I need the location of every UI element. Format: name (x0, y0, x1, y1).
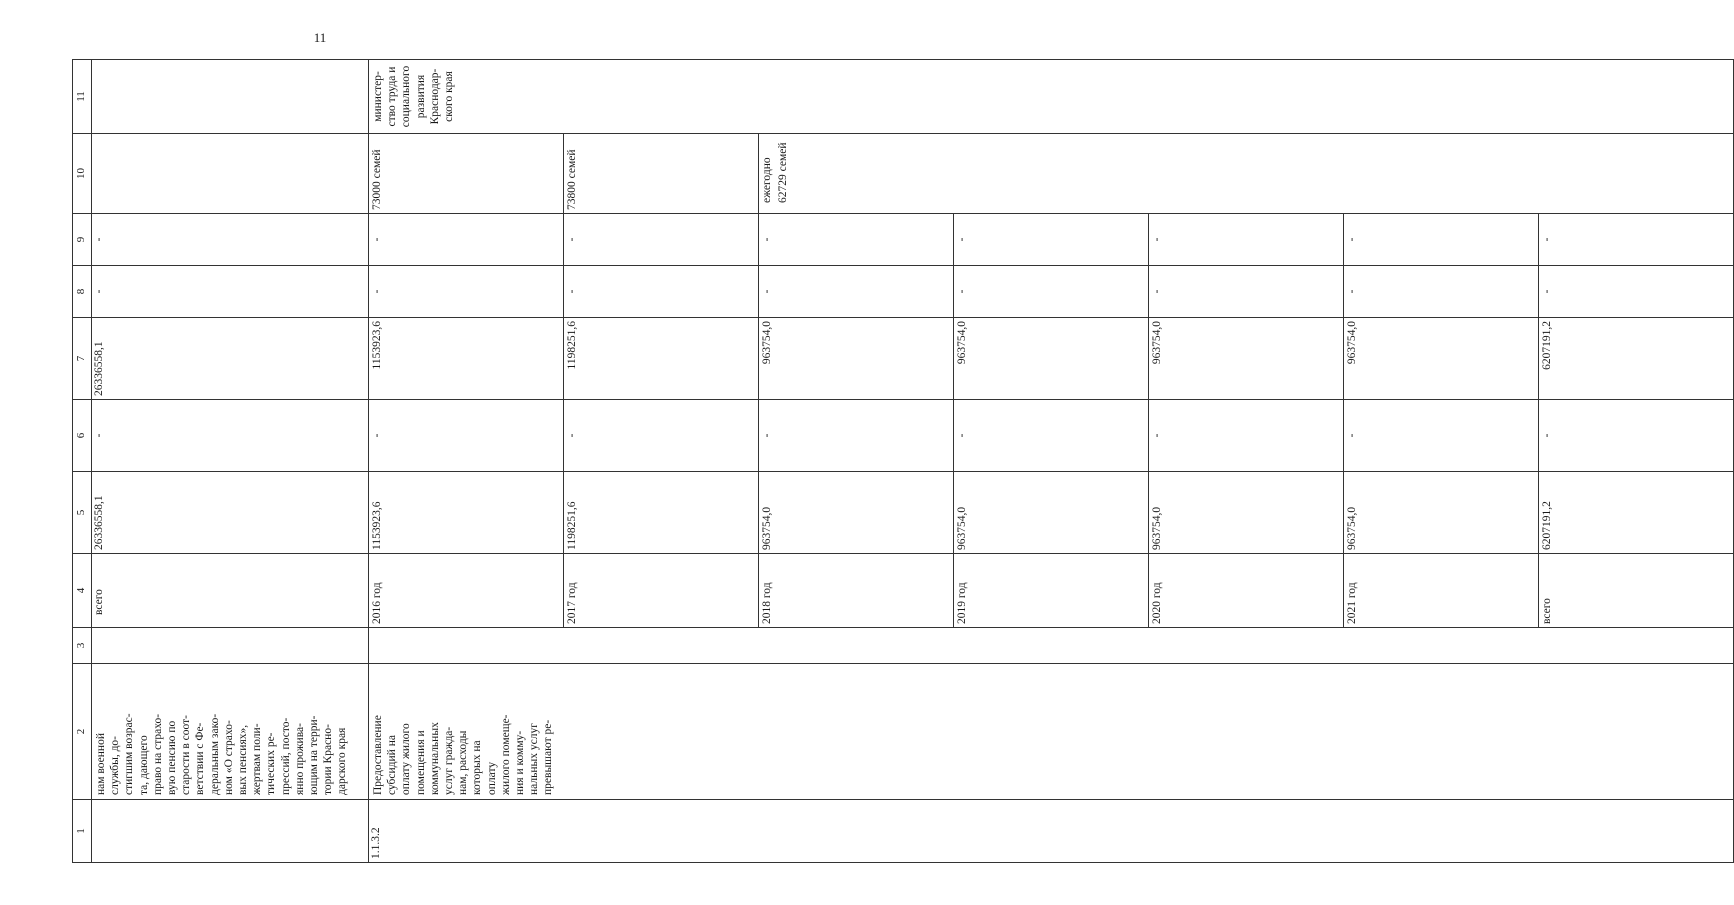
text-line: стигшим возрас- (123, 713, 136, 795)
text-line: коммунальных (428, 722, 441, 795)
value: - (1541, 289, 1553, 294)
text-line: тических ре- (265, 732, 278, 795)
col-header: 8 (73, 266, 92, 318)
value: 963754,0 (1344, 472, 1539, 553)
page-number: 11 (313, 30, 327, 45)
federal-cell: - (92, 400, 369, 472)
program-table (72, 59, 1734, 863)
regional-values (369, 318, 1733, 399)
text-line: жилого помеще- (499, 714, 512, 795)
text-line: жертвам поли- (251, 723, 264, 795)
value: - (759, 214, 954, 265)
empty-cell (92, 628, 369, 664)
other-values (369, 214, 1733, 265)
local-cell (369, 266, 1734, 318)
rotated-table-container (72, 60, 1553, 863)
value: 1153923,6 (369, 472, 564, 553)
text-line: министер- (372, 71, 384, 122)
text-line: тории Красно- (322, 724, 335, 795)
period-cell (369, 554, 1734, 628)
text-line: вую пенсию по (166, 720, 179, 795)
col-header: 1 (73, 800, 92, 863)
col-header: 9 (73, 214, 92, 266)
text-line: оплату (485, 761, 498, 795)
result-cell (92, 134, 369, 214)
text-line: нам, расходы (457, 730, 470, 795)
value: - (564, 266, 759, 317)
value: 1153923,6 (369, 318, 564, 399)
description-cell (369, 664, 1734, 800)
other-cell: - (92, 214, 369, 266)
value: 963754,0 (1149, 472, 1344, 553)
col-header: 7 (73, 318, 92, 400)
description-cell (92, 664, 369, 800)
value: 963754,0 (759, 472, 954, 553)
text-line: дарского края (336, 727, 349, 795)
year-label: 2016 год (369, 554, 564, 627)
text-line: ния и комму- (514, 730, 527, 795)
value: - (1541, 433, 1553, 438)
table-header-row (73, 60, 92, 863)
value: - (369, 214, 564, 265)
executor-cell (92, 60, 369, 134)
value: 963754,0 (954, 318, 1149, 399)
value: - (1541, 237, 1553, 242)
value: - (1344, 214, 1539, 265)
result-value: 73000 семей (369, 134, 564, 213)
value: 1198251,6 (564, 318, 759, 399)
value: - (564, 400, 759, 471)
total-values (369, 472, 1733, 553)
value: - (954, 266, 1149, 317)
local-cell: - (92, 266, 369, 318)
text-line: субсидий на (386, 735, 399, 795)
value: - (1149, 214, 1344, 265)
result-value: 73800 семей (564, 134, 759, 213)
text-line: услуг гражда- (443, 726, 456, 795)
value: 1198251,6 (564, 472, 759, 553)
value: 963754,0 (1149, 318, 1344, 399)
text-line: ном «О страхо- (222, 720, 235, 795)
value: 963754,0 (759, 318, 954, 399)
year-label: 2019 год (954, 554, 1149, 627)
other-cell (369, 214, 1734, 266)
text-line: нальных услуг (528, 723, 541, 795)
row-number-cell (92, 800, 369, 863)
col-header: 6 (73, 400, 92, 472)
text-line: нам военной (95, 733, 107, 795)
value: - (954, 214, 1149, 265)
text-line: ство труда и (386, 66, 399, 127)
text-line: которых на (471, 740, 484, 795)
table-row-continuation (92, 60, 369, 863)
value: - (1344, 266, 1539, 317)
year-label: 2020 год (1149, 554, 1344, 627)
value: - (1149, 266, 1344, 317)
value: - (564, 214, 759, 265)
value: - (369, 266, 564, 317)
col-header: 5 (73, 472, 92, 554)
text-line: право на страхо- (151, 713, 164, 795)
text-line: старости в соот- (180, 715, 193, 795)
federal-cell (369, 400, 1734, 472)
text-line: социального (400, 65, 413, 128)
value: 963754,0 (1344, 318, 1539, 399)
text-line: развития (414, 74, 427, 119)
table-row-1132 (369, 60, 1734, 863)
text-line: янно прожива- (293, 723, 306, 795)
executor-cell (369, 60, 1734, 134)
text-line: деральным зако- (208, 713, 221, 795)
text-line: Краснодар- (428, 68, 441, 125)
row-number-cell: 1.1.3.2 (369, 800, 1734, 863)
col-header: 11 (73, 60, 92, 134)
regional-cell: 26336558,1 (92, 318, 369, 400)
result-value: ежегодно 62729 семей (761, 142, 789, 203)
year-label: 2021 год (1344, 554, 1539, 627)
text-line: вых пенсиях», (237, 724, 250, 795)
regional-cell (369, 318, 1734, 400)
value: 963754,0 (954, 472, 1149, 553)
value: - (1344, 400, 1539, 471)
period-cell: всего (92, 554, 369, 628)
text-line: оплату жилого (400, 723, 413, 795)
col-header: 3 (73, 628, 92, 664)
total-cell (369, 472, 1734, 554)
text-line: превышают ре- (542, 719, 555, 795)
value: 6207191,2 (1541, 321, 1553, 370)
local-values (369, 266, 1733, 317)
result-cell (369, 134, 1734, 214)
empty-cell (369, 628, 1734, 664)
year-label-total: всего (1541, 598, 1553, 624)
value: 6207191,2 (1541, 501, 1553, 550)
result-values (369, 134, 791, 213)
text-line: та, дающего (137, 735, 150, 795)
year-list (369, 554, 1733, 627)
text-line: ющим на терри- (308, 715, 321, 795)
federal-values (369, 400, 1733, 471)
text-line: ского края (443, 71, 456, 122)
total-cell: 26336558,1 (92, 472, 369, 554)
text-line: прессий, посто- (279, 717, 292, 795)
text-line: службы, до- (109, 736, 122, 795)
text-line: помещения и (414, 730, 427, 795)
col-header: 10 (73, 134, 92, 214)
text-line: Предоставление (372, 715, 384, 795)
year-label: 2018 год (759, 554, 954, 627)
value: - (759, 400, 954, 471)
value: - (1149, 400, 1344, 471)
year-label: 2017 год (564, 554, 759, 627)
value: - (759, 266, 954, 317)
value: - (369, 400, 564, 471)
col-header: 4 (73, 554, 92, 628)
col-header: 2 (73, 664, 92, 800)
text-line: ветствии с Фе- (194, 722, 207, 795)
value: - (954, 400, 1149, 471)
